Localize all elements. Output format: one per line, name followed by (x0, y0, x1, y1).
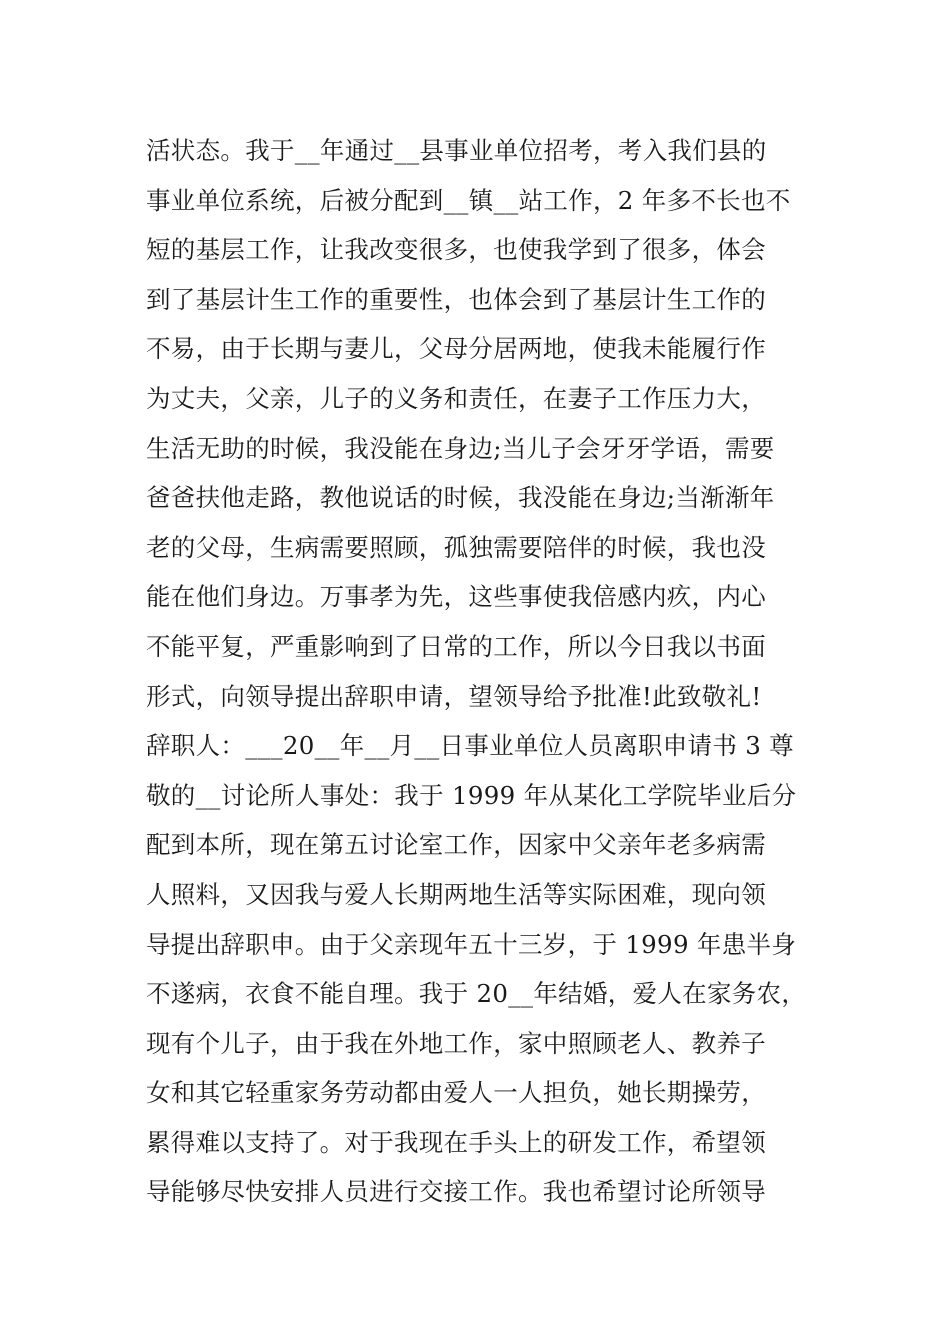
text-line: 导提出辞职申。由于父亲现年五十三岁，于 1999 年患半身 (146, 929, 797, 959)
body-text (146, 126, 826, 1217)
text-line: 能在他们身边。万事孝为先，这些事使我倍感内疚，内心 (146, 582, 766, 612)
text-line: 辞职人：___20__年__月__日事业单位人员离职申请书 3 尊 (146, 731, 794, 761)
text-line: 导能够尽快安排人员进行交接工作。我也希望讨论所领导 (146, 1177, 766, 1207)
text-line: 生活无助的时候，我没能在身边;当儿子会牙牙学语，需要 (146, 433, 775, 463)
text-line: 为丈夫，父亲，儿子的义务和责任，在妻子工作压力大， (146, 383, 766, 413)
text-line: 活状态。我于__年通过__县事业单位招考，考入我们县的 (146, 136, 767, 165)
text-line: 事业单位系统，后被分配到__镇__站工作，2 年多不长也不 (146, 185, 791, 215)
text-line: 现有个儿子，由于我在外地工作，家中照顾老人、教养子 (146, 1028, 766, 1058)
text-line: 短的基层工作，让我改变很多，也使我学到了很多，体会 (146, 235, 766, 265)
text-line: 女和其它轻重家务劳动都由爱人一人担负，她长期操劳， (146, 1078, 766, 1108)
text-line: 形式，向领导提出辞职申请，望领导给予批准!此致敬礼! (146, 681, 762, 711)
text-line: 不能平复，严重影响到了日常的工作，所以今日我以书面 (146, 631, 766, 661)
text-line: 爸爸扶他走路，教他说话的时候，我没能在身边;当渐渐年 (146, 483, 775, 513)
text-line: 敬的__讨论所人事处：我于 1999 年从某化工学院毕业后分 (146, 780, 797, 810)
text-line: 不易，由于长期与妻儿，父母分居两地，使我未能履行作 (146, 334, 766, 364)
text-line: 累得难以支持了。对于我现在手头上的研发工作，希望领 (146, 1127, 766, 1157)
text-line: 老的父母，生病需要照顾，孤独需要陪伴的时候，我也没 (146, 532, 766, 562)
text-line: 不遂病，衣食不能自理。我于 20__年结婚，爱人在家务农， (146, 979, 807, 1009)
text-line: 人照料，又因我与爱人长期两地生活等实际困难，现向领 (146, 879, 766, 909)
text-line: 到了基层计生工作的重要性，也体会到了基层计生工作的 (146, 284, 766, 314)
text-line: 配到本所，现在第五讨论室工作，因家中父亲年老多病需 (146, 830, 766, 860)
